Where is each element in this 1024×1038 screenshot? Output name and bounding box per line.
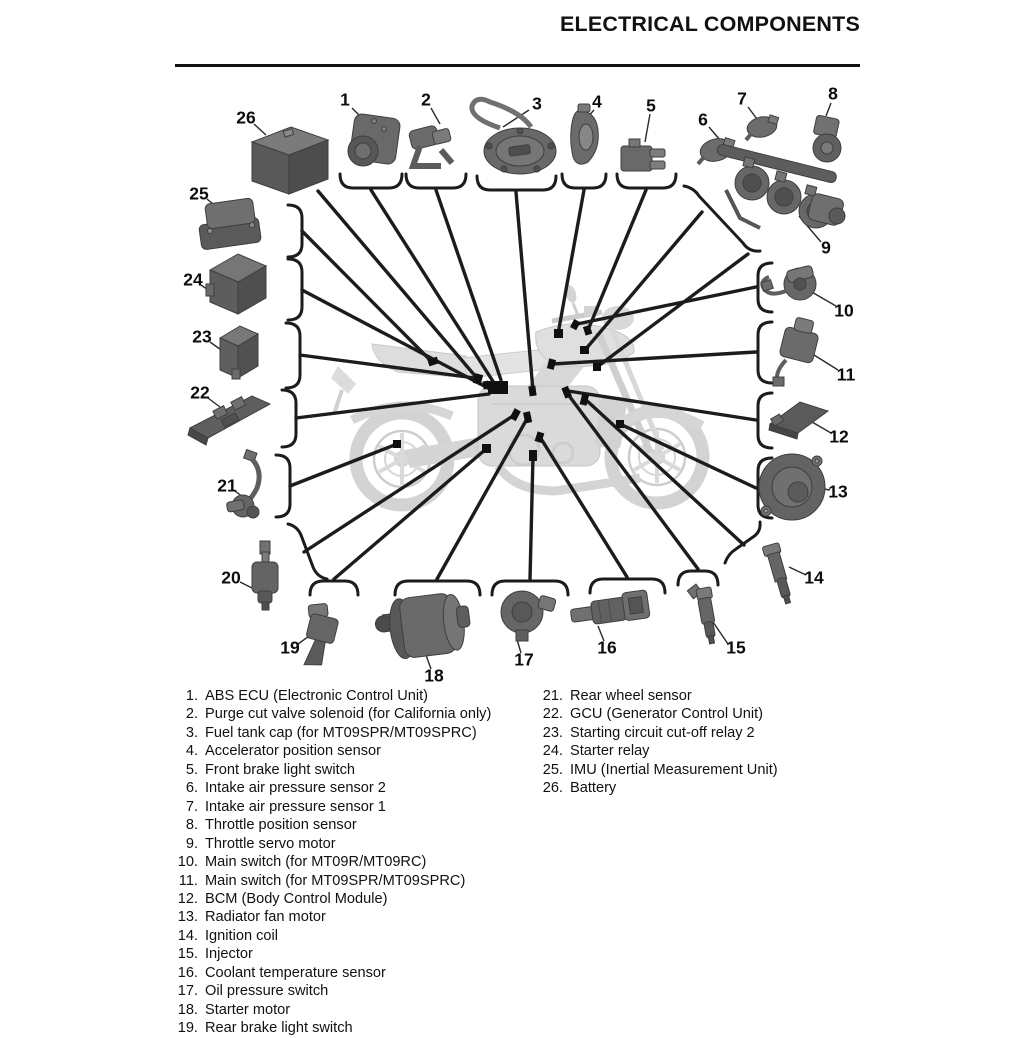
callout-number-12: 12 bbox=[829, 426, 849, 447]
legend-item-number: 2. bbox=[185, 706, 198, 723]
callout-number-7: 7 bbox=[737, 88, 747, 109]
legend-item-2 bbox=[170, 705, 540, 723]
legend-item-8 bbox=[170, 816, 540, 834]
legend-item-label: Fuel tank cap (for MT09SPR/MT09SPRC) bbox=[205, 724, 477, 741]
callout-number-21: 21 bbox=[217, 475, 237, 496]
legend-item-label: Main switch (for MT09SPR/MT09SPRC) bbox=[205, 872, 466, 889]
legend-item-label: Battery bbox=[570, 780, 617, 797]
legend-item-24 bbox=[535, 742, 875, 760]
legend-item-number: 16. bbox=[177, 964, 198, 981]
part-17-oil-pressure-switch-icon bbox=[501, 591, 556, 641]
legend-item-3 bbox=[170, 724, 540, 742]
callout-number-1: 1 bbox=[340, 89, 350, 110]
legend-item-number: 4. bbox=[185, 743, 198, 760]
legend-item-number: 5. bbox=[185, 761, 198, 778]
legend-item-4 bbox=[170, 742, 540, 760]
legend-item-number: 9. bbox=[185, 835, 198, 852]
callout-number-3: 3 bbox=[532, 93, 542, 114]
part-7-intake-air-pressure-sensor-1-icon bbox=[745, 114, 779, 140]
legend-item-label: Rear brake light switch bbox=[205, 1020, 353, 1037]
callout-number-14: 14 bbox=[804, 567, 824, 588]
legend-item-label: Oil pressure switch bbox=[205, 983, 329, 1000]
callout-number-8: 8 bbox=[828, 83, 838, 104]
legend-item-15 bbox=[170, 945, 540, 963]
legend-item-number: 18. bbox=[177, 1001, 198, 1018]
legend-column-right bbox=[535, 687, 875, 798]
part-3-fuel-tank-cap-icon bbox=[472, 99, 556, 174]
legend-item-number: 6. bbox=[185, 780, 198, 797]
callout-number-23: 23 bbox=[192, 326, 212, 347]
legend-item-label: IMU (Inertial Measurement Unit) bbox=[570, 761, 778, 778]
legend-item-label: Rear wheel sensor bbox=[570, 688, 692, 704]
legend-item-number: 26. bbox=[542, 780, 563, 797]
part-5-front-brake-light-switch-icon bbox=[621, 139, 665, 171]
legend-item-5 bbox=[170, 761, 540, 779]
legend-item-label: Intake air pressure sensor 1 bbox=[205, 798, 386, 815]
part-16-coolant-temperature-sensor-icon bbox=[569, 590, 650, 629]
part-11-main-switch-spr-icon bbox=[773, 317, 819, 386]
legend-item-25 bbox=[535, 761, 875, 779]
callout-number-25: 25 bbox=[189, 183, 209, 204]
legend-item-11 bbox=[170, 872, 540, 890]
callout-number-6: 6 bbox=[698, 109, 708, 130]
part-18-starter-motor-icon bbox=[373, 591, 474, 662]
legend-item-label: Main switch (for MT09R/MT09RC) bbox=[205, 854, 427, 871]
legend-item-label: Throttle position sensor bbox=[205, 817, 357, 834]
callout-number-24: 24 bbox=[183, 269, 203, 290]
legend-item-label: Starter motor bbox=[205, 1001, 291, 1018]
legend-item-16 bbox=[170, 964, 540, 982]
part-23-cutoff-relay-icon bbox=[220, 326, 258, 379]
part-25-imu-icon bbox=[199, 198, 262, 250]
callout-number-22: 22 bbox=[190, 382, 210, 403]
legend-item-number: 22. bbox=[542, 706, 563, 723]
part-10-main-switch-icon bbox=[761, 265, 816, 300]
legend-item-label: Accelerator position sensor bbox=[205, 743, 382, 760]
callout-number-19: 19 bbox=[280, 637, 300, 658]
legend-item-26 bbox=[535, 779, 875, 797]
callout-number-5: 5 bbox=[646, 95, 656, 116]
callout-number-18: 18 bbox=[424, 665, 444, 686]
legend-item-13 bbox=[170, 908, 540, 926]
legend-item-1 bbox=[170, 687, 540, 705]
legend-item-7 bbox=[170, 798, 540, 816]
legend-item-number: 23. bbox=[542, 724, 563, 741]
legend-item-6 bbox=[170, 779, 540, 797]
legend-item-label: Starting circuit cut-off relay 2 bbox=[570, 724, 755, 741]
legend-item-number: 8. bbox=[185, 817, 198, 834]
part-26-battery-icon bbox=[252, 127, 328, 194]
part-8-throttle-position-sensor-icon bbox=[813, 115, 841, 162]
callout-number-10: 10 bbox=[834, 300, 854, 321]
callout-number-15: 15 bbox=[726, 637, 746, 658]
legend-item-label: Intake air pressure sensor 2 bbox=[205, 780, 386, 797]
callout-number-20: 20 bbox=[221, 567, 241, 588]
part-4-accelerator-position-sensor-icon bbox=[571, 104, 599, 164]
callout-number-2: 2 bbox=[421, 89, 431, 110]
part-21-rear-wheel-sensor-icon bbox=[226, 450, 259, 518]
legend-item-number: 10. bbox=[177, 854, 198, 871]
legend-item-number: 14. bbox=[177, 927, 198, 944]
legend-item-21 bbox=[535, 687, 875, 705]
legend-item-19 bbox=[170, 1019, 540, 1037]
page-title: ELECTRICAL COMPONENTS bbox=[559, 12, 860, 36]
part-2-purge-valve-icon bbox=[408, 125, 452, 166]
callout-number-11: 11 bbox=[836, 364, 856, 385]
callout-number-4: 4 bbox=[592, 91, 602, 112]
legend-item-label: Starter relay bbox=[570, 743, 650, 760]
legend-item-label: Ignition coil bbox=[205, 927, 279, 944]
legend-item-17 bbox=[170, 982, 540, 1000]
legend-item-label: Throttle servo motor bbox=[205, 835, 336, 852]
part-12-bcm-icon bbox=[769, 402, 828, 439]
legend-item-number: 11. bbox=[178, 872, 198, 889]
callout-number-26: 26 bbox=[236, 107, 256, 128]
part-15-injector-icon bbox=[686, 582, 720, 646]
legend-item-number: 7. bbox=[185, 798, 198, 815]
legend-item-label: Purge cut valve solenoid (for California only) bbox=[205, 706, 492, 723]
legend-item-14 bbox=[170, 927, 540, 945]
legend-item-18 bbox=[170, 1001, 540, 1019]
part-14-ignition-coil-icon bbox=[762, 543, 795, 606]
part-24-starter-relay-icon bbox=[206, 254, 266, 314]
legend-item-number: 12. bbox=[177, 890, 198, 907]
callout-number-17: 17 bbox=[514, 649, 534, 670]
leader-lines bbox=[290, 190, 756, 579]
legend-item-number: 25. bbox=[542, 761, 563, 778]
legend-item-label: Coolant temperature sensor bbox=[205, 964, 386, 981]
legend-item-label: ABS ECU (Electronic Control Unit) bbox=[205, 688, 429, 704]
callout-number-13: 13 bbox=[828, 481, 848, 502]
legend-item-number: 13. bbox=[177, 909, 198, 926]
legend-item-number: 1. bbox=[185, 688, 198, 704]
legend-item-number: 24. bbox=[542, 743, 563, 760]
legend-item-number: 21. bbox=[542, 688, 563, 704]
part-13-radiator-fan-motor-icon bbox=[759, 454, 825, 520]
legend-item-label: BCM (Body Control Module) bbox=[205, 890, 388, 907]
callout-number-16: 16 bbox=[597, 637, 617, 658]
part-1-abs-ecu-icon bbox=[348, 113, 401, 166]
legend-item-label: Front brake light switch bbox=[205, 761, 356, 778]
legend-item-number: 3. bbox=[185, 724, 198, 741]
legend-item-number: 15. bbox=[177, 946, 198, 963]
legend-item-23 bbox=[535, 724, 875, 742]
part-22-gcu-icon bbox=[188, 396, 270, 445]
legend-item-number: 19. bbox=[177, 1020, 198, 1037]
callout-number-9: 9 bbox=[821, 237, 831, 258]
legend-item-number: 17. bbox=[177, 983, 198, 1000]
legend-item-10 bbox=[170, 853, 540, 871]
part-19-rear-brake-light-switch-icon bbox=[294, 599, 342, 670]
part-20-sensor-icon bbox=[252, 541, 278, 610]
legend-item-label: Radiator fan motor bbox=[205, 909, 326, 926]
legend-item-label: GCU (Generator Control Unit) bbox=[570, 706, 764, 723]
legend-item-22 bbox=[535, 705, 875, 723]
legend-item-9 bbox=[170, 835, 540, 853]
legend-item-label: Injector bbox=[205, 946, 253, 963]
legend-column-left bbox=[170, 687, 540, 1038]
legend-item-12 bbox=[170, 890, 540, 908]
